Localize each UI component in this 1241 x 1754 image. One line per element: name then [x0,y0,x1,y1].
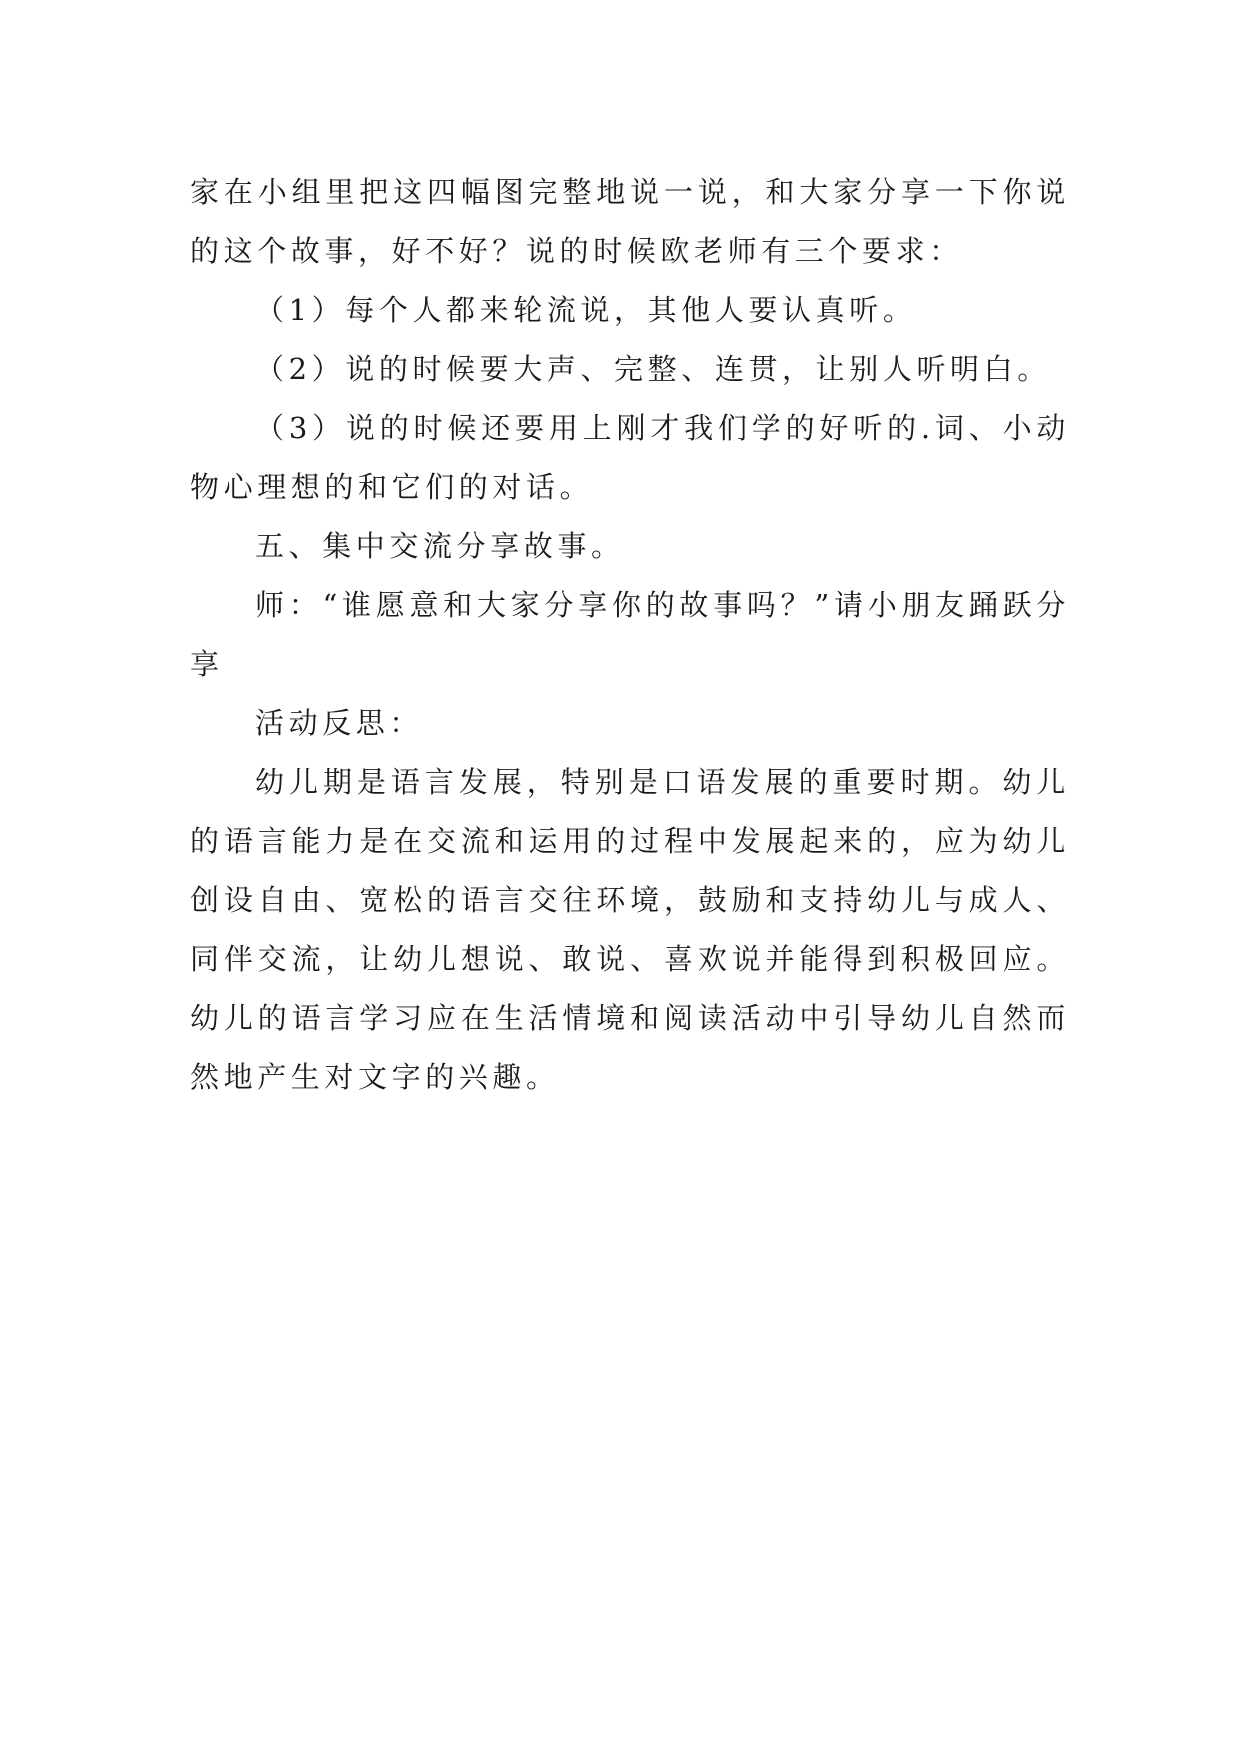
paragraph-group-instructions: 家在小组里把这四幅图完整地说一说，和大家分享一下你说的这个故事，好不好？说的时候欧老师有三个要求： [190,175,1070,268]
document-body [190,163,1070,1107]
paragraph-reflection: 幼儿期是语言发展，特别是口语发展的重要时期。幼儿的语言能力是在交流和运用的过程中发展起来的，应为幼儿创设自由、宽松的语言交往环境，鼓励和支持幼儿与成人、同伴交流，让幼儿想说、敢说、喜欢说并能得到积极回应。幼儿的语言学习应在生活情境和阅读活动中引导幼儿自然而然地产生对文字的兴趣。 [190,765,1070,1094]
paragraph-teacher-prompt: 师：“谁愿意和大家分享你的故事吗？”请小朋友踊跃分享 [190,588,1070,681]
paragraph-requirement-3: （3）说的时候还要用上刚才我们学的好听的.词、小动物心理想的和它们的对话。 [190,411,1070,504]
section-heading-reflection: 活动反思： [255,706,424,740]
paragraph-requirement-1: （1）每个人都来轮流说，其他人要认真听。 [255,293,917,327]
section-heading-sharing: 五、集中交流分享故事。 [255,529,625,563]
paragraph-requirement-2: （2）说的时候要大声、完整、连贯，让别人听明白。 [255,352,1051,386]
